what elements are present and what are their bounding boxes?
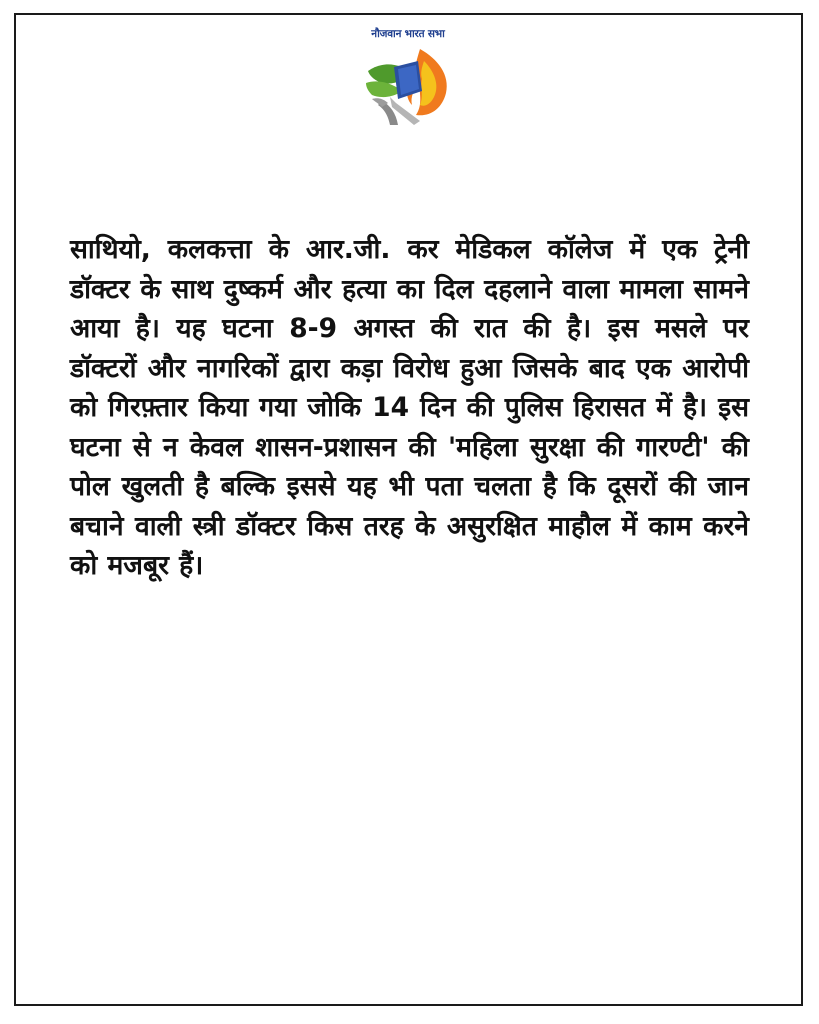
organization-logo: [355, 27, 461, 127]
book-flame-logo-icon: [360, 41, 456, 127]
logo-title: नौजवान भारत सभा: [371, 28, 445, 40]
main-paragraph: साथियो, कलकत्ता के आर.जी. कर मेडिकल कॉलेज में एक ट्रेनी डॉक्टर के साथ दुष्कर्म और हत्या का दिल दहलाने वाला मामला सामने आया है। यह घटना 8-9 अगस्त की रात की है। इस मसले पर डॉक्टरों और नागरिकों द्वारा कड़ा विरोध हुआ जिसके बाद एक आरोपी को गिरफ़्तार किया गया जोकि 14 दिन की पुलिस हिरासत में है। इस घटना से न केवल शासन-प्रशासन की 'महिला सुरक्षा की गारण्टी' की पोल खुलती है बल्कि इससे यह भी पता चलता है कि दूसरों की जान बचाने वाली स्त्री डॉक्टर किस तरह के असुरक्षित माहौल में काम करने को मजबूर हैं।: [70, 234, 749, 581]
